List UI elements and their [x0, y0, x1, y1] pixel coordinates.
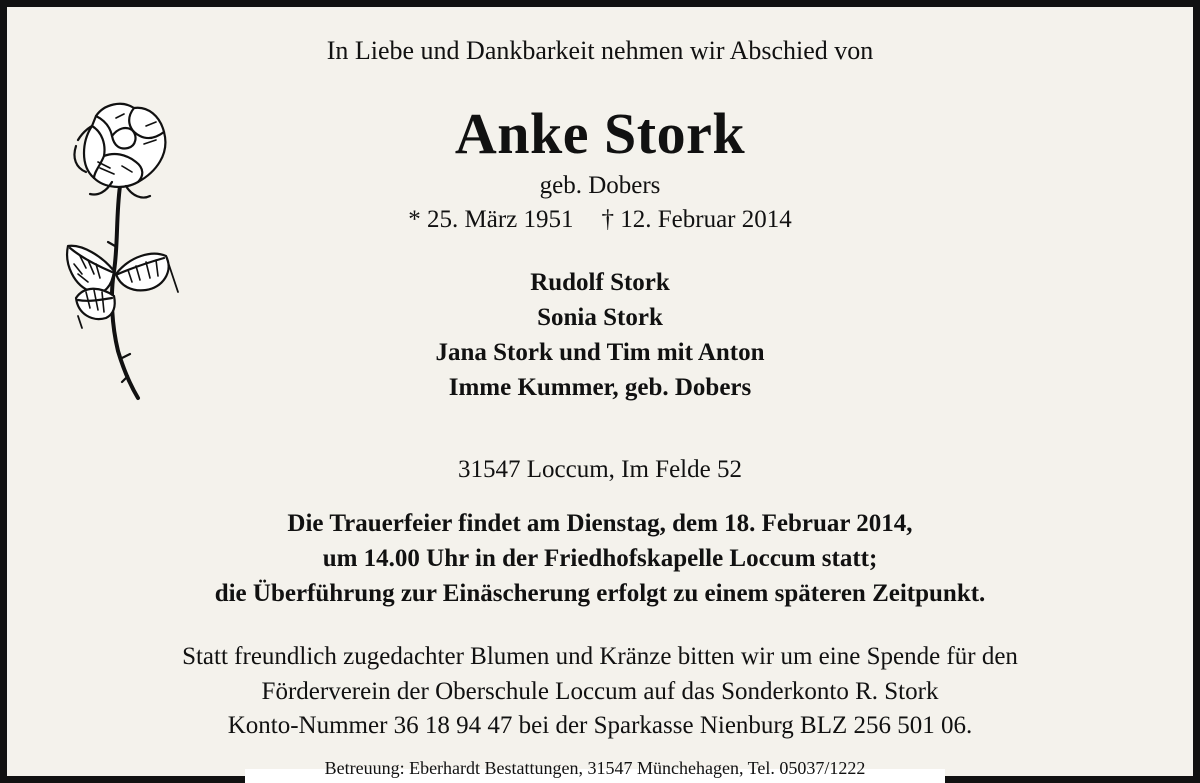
- death-date: † 12. Februar 2014: [601, 206, 792, 233]
- mourner-name: Jana Stork und Tim mit Anton: [435, 339, 765, 366]
- birth-name: geb. Dobers: [539, 172, 661, 199]
- donation-line: Statt freundlich zugedachter Blumen und Kränze bitten wir um eine Spende für den: [182, 643, 1018, 670]
- funeral-home-footer: Betreuung: Eberhardt Bestattungen, 31547 Münchehagen, Tel. 05037/1222: [324, 758, 866, 778]
- deceased-name: Anke Stork: [454, 101, 746, 166]
- donation-line: Förderverein der Oberschule Loccum auf das Sonderkonto R. Stork: [261, 678, 939, 705]
- ceremony-line: die Überführung zur Einäscherung erfolgt zu einem späteren Zeitpunkt.: [214, 580, 986, 607]
- ceremony-line: um 14.00 Uhr in der Friedhofskapelle Loccum statt;: [322, 545, 878, 572]
- intro-text: In Liebe und Dankbarkeit nehmen wir Abschied von: [326, 36, 874, 65]
- birth-date: * 25. März 1951: [408, 206, 574, 233]
- donation-line: Konto-Nummer 36 18 94 47 bei der Sparkasse Nienburg BLZ 256 501 06.: [227, 712, 973, 739]
- mourner-name: Rudolf Stork: [530, 269, 670, 296]
- family-address: 31547 Loccum, Im Felde 52: [458, 456, 742, 483]
- life-dates: [0, 206, 1200, 234]
- mourner-name: Sonia Stork: [537, 304, 663, 331]
- mourner-name: Imme Kummer, geb. Dobers: [448, 374, 752, 401]
- ceremony-line: Die Trauerfeier findet am Dienstag, dem 18. Februar 2014,: [287, 510, 913, 537]
